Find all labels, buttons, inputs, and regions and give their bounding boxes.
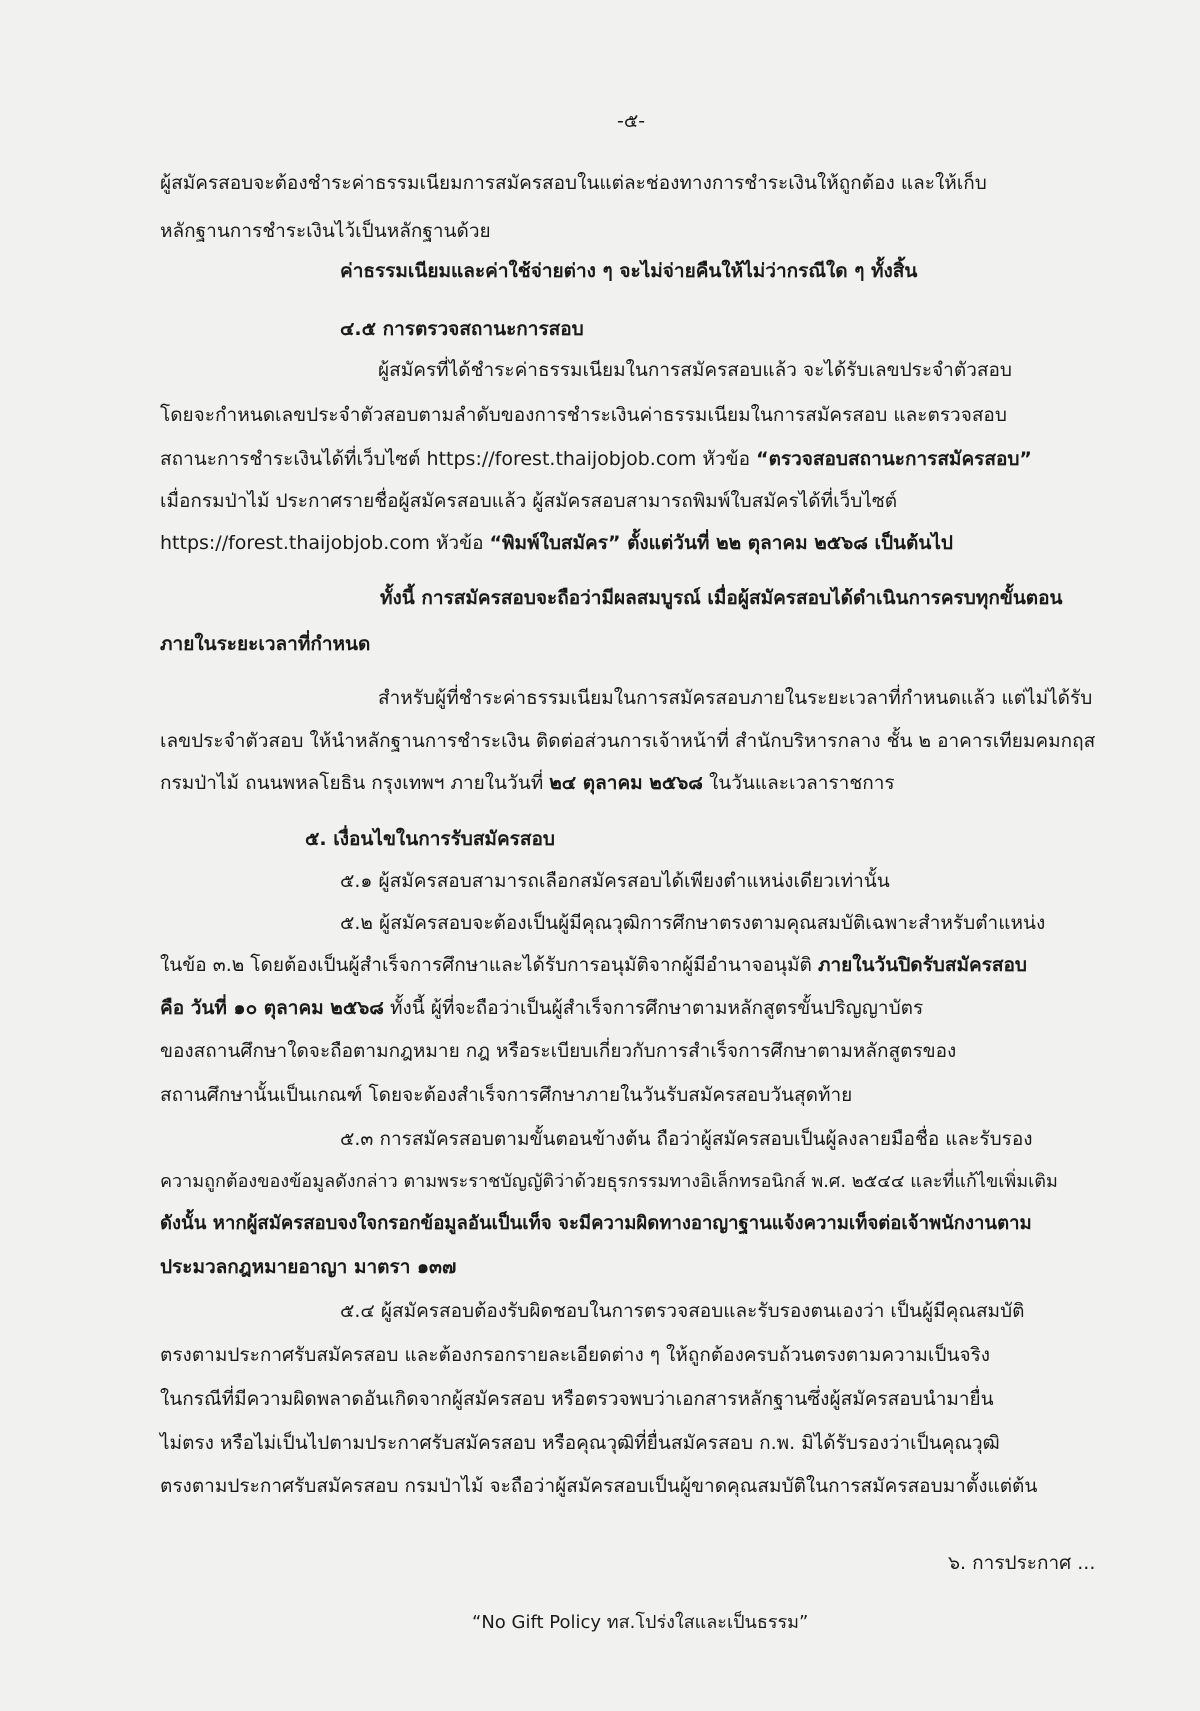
paragraph-line bbox=[160, 770, 895, 796]
line-text: กรมป่าไม้ ถนนพหลโยธิน กรุงเทพฯ ภายในวันที่ bbox=[160, 772, 550, 794]
line-text: ในข้อ ๓.๒ โดยต้องเป็นผู้สำเร็จการศึกษาและได้รับการอนุมัติจากผู้มีอำนาจอนุมัติ bbox=[160, 954, 818, 976]
section-heading-5: ๕. เงื่อนไขในการรับสมัครสอบ bbox=[305, 828, 555, 850]
paragraph-line: ของสถานศึกษาใดจะถือตามกฎหมาย กฎ หรือระเบียบเกี่ยวกับการสำเร็จการศึกษาตามหลักสูตรของ bbox=[160, 1040, 957, 1062]
paragraph-line: ๕.๒ ผู้สมัครสอบจะต้องเป็นผู้มีคุณวุฒิการศึกษาตรงตามคุณสมบัติเฉพาะสำหรับตำแหน่ง bbox=[340, 912, 1046, 934]
line-text: ในวันและเวลาราชการ bbox=[702, 772, 895, 794]
paragraph-line bbox=[160, 952, 1027, 978]
line-bold-text: ภายในวันปิดรับสมัครสอบ bbox=[817, 954, 1027, 976]
paragraph-line: ๕.๑ ผู้สมัครสอบสามารถเลือกสมัครสอบได้เพียงตำแหน่งเดียวเท่านั้น bbox=[340, 870, 890, 892]
paragraph-line bbox=[160, 446, 1032, 472]
section-heading-4-5: ๔.๕ การตรวจสถานะการสอบ bbox=[340, 318, 584, 340]
footer-slogan: “No Gift Policy ทส.โปร่งใสและเป็นธรรม” bbox=[472, 1612, 809, 1633]
paragraph-line: ผู้สมัครสอบจะต้องชำระค่าธรรมเนียมการสมัครสอบในแต่ละช่องทางการชำระเงินให้ถูกต้อง และให้เก็บ bbox=[160, 172, 987, 194]
paragraph-line: ความถูกต้องของข้อมูลดังกล่าว ตามพระราชบัญญัติว่าด้วยธุรกรรมทางอิเล็กทรอนิกส์ พ.ศ. ๒๕๔๔ และที่แก้ไขเพิ่มเติม bbox=[160, 1171, 1058, 1192]
bold-notice: ดังนั้น หากผู้สมัครสอบจงใจกรอกข้อมูลอันเป็นเท็จ จะมีความผิดทางอาญาฐานแจ้งความเท็จต่อเจ้าพนักงานตาม bbox=[160, 1213, 1032, 1234]
bold-notice: ทั้งนี้ การสมัครสอบจะถือว่ามีผลสมบูรณ์ เมื่อผู้สมัครสอบได้ดำเนินการครบทุกขั้นตอน bbox=[380, 587, 1063, 609]
line-text: https://forest.thaijobjob.com หัวข้อ bbox=[160, 532, 490, 554]
line-bold-text: ๒๔ ตุลาคม ๒๕๖๘ bbox=[549, 772, 703, 794]
bold-notice: ประมวลกฎหมายอาญา มาตรา ๑๓๗ bbox=[160, 1256, 457, 1278]
line-bold-text: “ตรวจสอบสถานะการสมัครสอบ” bbox=[756, 448, 1032, 470]
paragraph-line: ในกรณีที่มีความผิดพลาดอันเกิดจากผู้สมัครสอบ หรือตรวจพบว่าเอกสารหลักฐานซึ่งผู้สมัครสอบนำมายื่น bbox=[160, 1388, 994, 1410]
paragraph-line bbox=[160, 530, 953, 556]
line-bold-text: “พิมพ์ใบสมัคร” ตั้งแต่วันที่ ๒๒ ตุลาคม ๒๕๖๘ เป็นต้นไป bbox=[489, 532, 953, 554]
paragraph-line: สำหรับผู้ที่ชำระค่าธรรมเนียมในการสมัครสอบภายในระยะเวลาที่กำหนดแล้ว แต่ไม่ได้รับ bbox=[378, 687, 1093, 709]
paragraph-line: ๕.๓ การสมัครสอบตามขั้นตอนข้างต้น ถือว่าผู้สมัครสอบเป็นผู้ลงลายมือชื่อ และรับรอง bbox=[340, 1128, 1033, 1150]
line-bold-text: คือ วันที่ ๑๐ ตุลาคม ๒๕๖๘ bbox=[160, 997, 384, 1019]
paragraph-line: ตรงตามประกาศรับสมัครสอบ กรมป่าไม้ จะถือว่าผู้สมัครสอบเป็นผู้ขาดคุณสมบัติในการสมัครสอบมาตั้งแต่ต้น bbox=[160, 1475, 1038, 1497]
bold-notice: ภายในระยะเวลาที่กำหนด bbox=[160, 633, 371, 655]
paragraph-line: ผู้สมัครที่ได้ชำระค่าธรรมเนียมในการสมัครสอบแล้ว จะได้รับเลขประจำตัวสอบ bbox=[378, 359, 1012, 381]
paragraph-line: สถานศึกษานั้นเป็นเกณฑ์ โดยจะต้องสำเร็จการศึกษาภายในวันรับสมัครสอบวันสุดท้าย bbox=[160, 1084, 853, 1106]
paragraph-line: หลักฐานการชำระเงินไว้เป็นหลักฐานด้วย bbox=[160, 220, 491, 242]
paragraph-line: เลขประจำตัวสอบ ให้นำหลักฐานการชำระเงิน ติดต่อส่วนการเจ้าหน้าที่ สำนักบริหารกลาง ชั้น ๒ อาคารเทียมคมกฤส bbox=[160, 730, 1096, 752]
paragraph-line: ไม่ตรง หรือไม่เป็นไปตามประกาศรับสมัครสอบ หรือคุณวุฒิที่ยื่นสมัครสอบ ก.พ. มิได้รับรองว่าเป็นคุณวุฒิ bbox=[160, 1432, 1000, 1454]
line-text: ทั้งนี้ ผู้ที่จะถือว่าเป็นผู้สำเร็จการศึกษาตามหลักสูตรขั้นปริญญาบัตร bbox=[383, 997, 924, 1019]
paragraph-line bbox=[160, 995, 923, 1021]
bold-notice: ค่าธรรมเนียมและค่าใช้จ่ายต่าง ๆ จะไม่จ่ายคืนให้ไม่ว่ากรณีใด ๆ ทั้งสิ้น bbox=[340, 260, 918, 282]
continuation-note: ๖. การประกาศ ... bbox=[948, 1552, 1096, 1574]
paragraph-line: โดยจะกำหนดเลขประจำตัวสอบตามลำดับของการชำระเงินค่าธรรมเนียมในการสมัครสอบ และตรวจสอบ bbox=[160, 404, 1007, 426]
paragraph-line: เมื่อกรมป่าไม้ ประกาศรายชื่อผู้สมัครสอบแล้ว ผู้สมัครสอบสามารถพิมพ์ใบสมัครได้ที่เว็บไซต์ bbox=[160, 490, 898, 512]
paragraph-line: ๕.๔ ผู้สมัครสอบต้องรับผิดชอบในการตรวจสอบและรับรองตนเองว่า เป็นผู้มีคุณสมบัติ bbox=[340, 1300, 1025, 1322]
page-number: -๕- bbox=[617, 110, 646, 132]
line-text: สถานะการชำระเงินได้ที่เว็บไซต์ https://forest.thaijobjob.com หัวข้อ bbox=[160, 448, 757, 470]
paragraph-line: ตรงตามประกาศรับสมัครสอบ และต้องกรอกรายละเอียดต่าง ๆ ให้ถูกต้องครบถ้วนตรงตามความเป็นจริง bbox=[160, 1344, 991, 1366]
